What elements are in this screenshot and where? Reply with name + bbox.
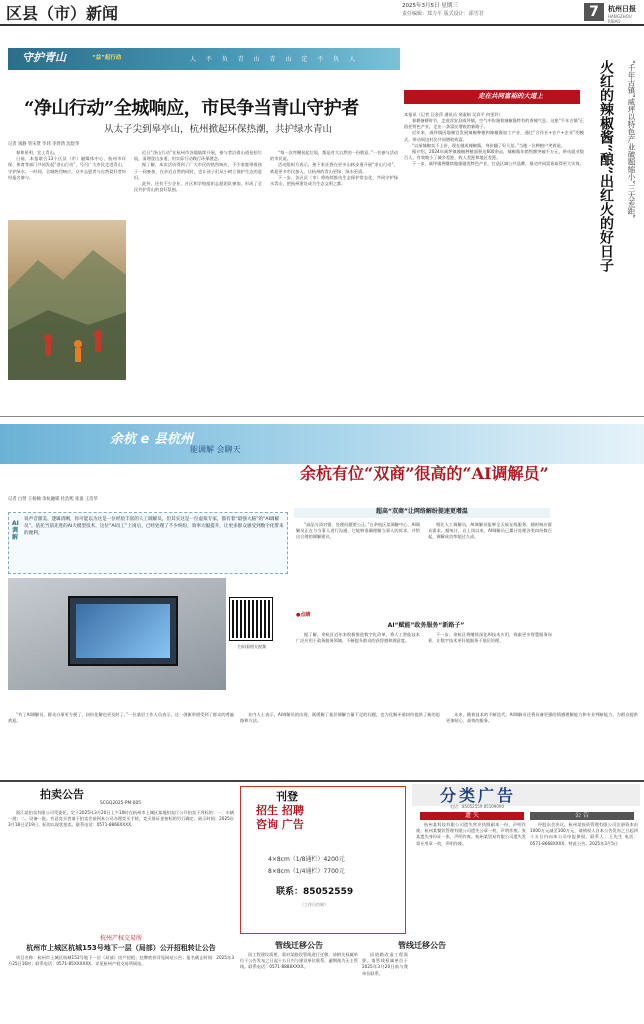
paragraph: “以前辣椒卖不上价，现在做成辣椒酱，身价翻了好几倍。”当地一位种植户笑着说。 (412, 142, 565, 148)
paragraph: “有了AI调解员，群众办事更方便了，纠纷化解也更及时了。”一位基层工作人员表示，这一创新举措受到了群众的普遍欢迎。 (8, 712, 234, 724)
page-number: 7 (584, 3, 604, 21)
exchange-name: 杭州产权交易所 (99, 935, 142, 942)
main-column-2 (134, 150, 262, 390)
column-banner-tag: “益”起行动 (92, 55, 122, 61)
qr-code-icon[interactable] (230, 598, 272, 640)
paragraph: 此外，还有不少企业、社区和学校组织志愿团队参加，形成了全民共护青山的良好氛围。 (134, 181, 262, 193)
right-story-subhead: “千年古镇”威坪以特色产业破题缩小“三大差距” (627, 60, 636, 219)
paragraph: “高品分清对错，处理问题要公正。”在余杭区某调解中心，AI调解员正在与当事人进行沟通，它能够准确理解当事人的诉求，并给出合理的调解建议。 (296, 522, 420, 540)
section2-column-3 (296, 632, 420, 692)
paragraph: 据了解，余杭区近年来积极推进数字化改革，将人工智能技术广泛应用于政务服务领域，不断提升群众的获得感和满意度。 (296, 632, 420, 644)
classified-title: 分类广告 (440, 786, 517, 805)
ad-phone-note: （工作日咨询） (300, 902, 328, 907)
section2-subheading-1: 超高“双商”让网络解纷提速更增温 (294, 508, 550, 518)
ad-rate-line-1: 刊登 (276, 790, 298, 803)
paragraph: 因道路改造工程需要，请管线权属单位于2025年3月20日前与我单位联系。 (362, 952, 408, 976)
ad-price-1: 4×8cm（1/8通栏）4200元 (268, 856, 345, 863)
paragraph: 下一步，余杭区将继续深化AI技术应用，探索更多智慧服务场景，让数字技术更好地服务于基层治理。 (428, 632, 552, 644)
auction-notice-body (8, 810, 234, 930)
paragraph: 据了解，本次活动得到了广大市民的热烈响应，不少家庭带着孩子一同参加，在亲近自然的同时，也让孩子们从小树立保护生态的意识。 (134, 162, 262, 180)
paragraph: 日前，本报联合13个区县（市）融媒体中心、杭州市环保、体育等部门共同发起“净山行动”，号召广大市民走进青山、守护绿水，一时间，全城热烈响应，众多志愿者与自然爱好者纷纷报名参与。 (8, 156, 126, 180)
paragraph: 项目名称：杭州市上城区杭城153号地下一层（局部）房产招租；挂牌底价详见网站公告；报名截止时间：2025年3月25日16时；联系电话：0571-85XXXXXX。详见杭州产权交易所网站。 (8, 955, 234, 967)
issue-date: 2025年3月5日 星期三 (402, 3, 458, 9)
ads-divider (0, 780, 644, 782)
right-story-byline: 本报讯（记者 汪金萍 通讯员 余淑娟 吴祥平 何雯玲） (404, 112, 503, 117)
ad-price-2: 8×8cm（1/4通栏）7700元 (268, 868, 345, 875)
auction-notice-title: 拍卖公告 (40, 788, 84, 801)
section2-tag: ●点睛 (296, 612, 311, 618)
paragraph: 相比人工调解员，AI调解员能够全天候在线服务，随时响应群众需求。据统计，自上岗以来，AI调解员已累计处理各类纠纷数百起，调解成功率超过九成。 (428, 522, 552, 540)
pipeline-notice-2-title: 管线迁移公告 (398, 940, 446, 950)
right-story-banner-text: 走在共同富裕的大道上 (478, 92, 543, 100)
column-banner-slogan: 人 不 负 青 山 青 山 定 不 负 人 (190, 56, 360, 63)
lease-notice-body (8, 955, 234, 1019)
pipeline-notice-1-body (240, 952, 358, 1020)
section2-column-5 (240, 712, 440, 774)
pipeline-notice-2-body (362, 952, 408, 1020)
section2-column-6 (446, 712, 638, 774)
intro-quote-text: 说声音甜美、逻辑清晰，你可能以为这是一位经验丰富的人工调解员，但其实这是一位虚拟专家，都有着“最强大脑”的“AI调解员”。依托当前先进的AI大模型技术，这位“AI员工”上岗后，已经处理了不少纠纷，效率大幅提升，让更多群众感受到数字化带来的便利。 (24, 517, 284, 536)
section2-column-7 (8, 712, 234, 774)
paragraph: “每一次弯腰捡起垃圾，都是对大自然的一份敬意。”一名参与活动的市民说。 (270, 150, 398, 162)
paragraph: 浙江某拍卖有限公司受委托，定于2025年3月20日上午10时在杭州市上城区某地拍卖厅公开拍卖下列标的：一、车辆一批；二、设备一批。有意竞买者请于拍卖会前到本公司办理竞买手续，竞买保证金按标的另行确定。展示时间：2025年3月18日至19日。标的以现状拍卖。联系电话：0571-8866XXXX。 (8, 810, 234, 828)
column-banner-title: 守护青山 (22, 51, 66, 64)
newspaper-logo: 杭州日报 (608, 4, 636, 13)
lost-notice-body (416, 822, 526, 1012)
ad-rate-line-3: 咨询 广告 (256, 818, 304, 831)
paragraph: 春和景明，宜上青山。 (16, 150, 58, 155)
paragraph: 下一步，威坪镇将继续做强做优特色产业，打造区域公共品牌，推动共同富裕取得更大实效。 (412, 161, 584, 167)
lease-notice-title: 杭州市上城区杭城153号地下一层（局部）公开招租转让公告 (26, 944, 216, 952)
paragraph: 据介绍，2024年威坪镇辣椒种植面积达600余亩，辣椒酱年销售额突破千万元，带动就业数百人，有效缩小了城乡差距、收入差距和地区差距。 (404, 149, 584, 161)
section2-byline: 记者 白贤 王杨楠 余杭融媒 杜浩熙 张童 王浩华 (8, 497, 98, 502)
ai-mediator-icon: AI调解 (12, 520, 19, 541)
lost-notice-heading: 遗 失 (420, 812, 524, 820)
section-divider (0, 416, 644, 417)
paragraph: 活动组织方表示，接下来还将在更多山林步道开展“净山行动”，欢迎更多市民加入，让杭州的青山更绿、绿水更清。 (270, 162, 398, 174)
paragraph: 因工程建设需要，需对某路段管线进行迁移，请相关权属单位于公告发布之日起十五日内与建设单位联系，逾期视为无主管线。联系电话：0571-8888XXXX。 (240, 952, 358, 970)
newspaper-logo-pinyin: HANGZHOU RIBAO (608, 14, 632, 25)
main-subhead: 从太子尖到皋亭山，杭州掀起环保热潮，共护绿水青山 (104, 124, 333, 135)
paragraph: 未来，随着技术的不断迭代，AI调解员还将具备更强的情感理解能力和专业判断能力，为群众提供更加贴心、高效的服务。 (446, 712, 638, 724)
section2-headline: 余杭有位“双商”很高的“AI调解员” (300, 464, 549, 483)
section2-column-4 (428, 632, 552, 692)
section2-column-1 (296, 522, 420, 610)
paragraph: 杭州某科技有限公司遗失营业执照副本一份，声明作废。杭州某餐饮管理有限公司遗失公章一枚，声明作废。张某遗失身份证一张，声明作废。杭州某贸易有限公司遗失发票专用章一枚，声明作废。 (416, 822, 526, 846)
section-title: 区县（市）新闻 (6, 4, 119, 23)
section2-banner-title: 余杭 e 县杭州 (110, 432, 193, 447)
main-column-3 (270, 150, 398, 390)
paragraph: 近年来，威坪镇因地制宜发展辣椒种植和辣椒酱加工产业，通过“合作社+农户+企业”的模式，带动周边村民共同增收致富。 (404, 130, 584, 142)
main-byline: 记者 项静 管宋贤 毕炜 李湾湾 沈煜华 (8, 142, 80, 147)
ad-phone: 联系：85052559 (276, 887, 354, 897)
main-headline: “净山行动”全城响应，市民争当青山守护者 (24, 98, 359, 119)
mountain-cleanup-photo (8, 220, 126, 380)
photo-illustration (8, 220, 126, 380)
paragraph: 近日“净山行动”在杭州市各地陆续开展，参与者沿着山道捡拾垃圾，清理登山步道，用实际行动践行环保理念。 (134, 150, 262, 162)
section2-banner-sub: 能调解 会聊天 (190, 445, 241, 454)
paragraph: 业内人士表示，AI调解员的出现，既缓解了基层调解力量不足的问题，也为化解矛盾纠纷提供了新的思路和方法。 (240, 712, 440, 724)
editor-credits: 责任编辑：郑力平 版式设计：邵雪君 (402, 11, 484, 17)
public-notice-heading: 公 告 (530, 812, 634, 820)
pipeline-notice-1-title: 管线迁移公告 (275, 940, 323, 950)
section2-column-2 (428, 522, 552, 610)
auction-notice-code: SCGQ2025-PM-005 (100, 801, 141, 806)
classified-phone: 电话：85052559 85109090 (450, 804, 504, 809)
section2-subheading-2: AI“赋能”政务服务“新路子” (387, 622, 465, 629)
right-story-headline: 火红的辣椒酱“酿”出红火的好日子 (598, 60, 614, 273)
ad-rate-line-2: 招生 招聘 (256, 804, 304, 817)
section2-banner (0, 424, 644, 464)
paragraph: 经股东会决议，杭州某投资管理有限公司注册资本由1000万元减至100万元，请债权人自本公告发布之日起四十五日内向本公司申报债权。联系人：王先生 电话：0571-8668XXXX。特此公告。2025年3月5日 (530, 822, 638, 846)
public-notice-body (530, 822, 638, 1012)
paragraph: 春耕备耕时节，走进淳安县威坪镇，空气中弥漫着辣椒酱特有的香辣气息。这座“千年古镇”正依托特色产业，走出一条富民增收的新路子。 (404, 118, 584, 130)
laptop-display (76, 604, 170, 658)
right-story-body (404, 118, 584, 390)
qr-code-label: 扫码看相关视频 (238, 644, 266, 649)
paragraph: 下一步，各区县（市）将持续推动生态保护常态化，共同守护绿水青山，把杭州建设成为生态文明之都。 (270, 174, 398, 187)
